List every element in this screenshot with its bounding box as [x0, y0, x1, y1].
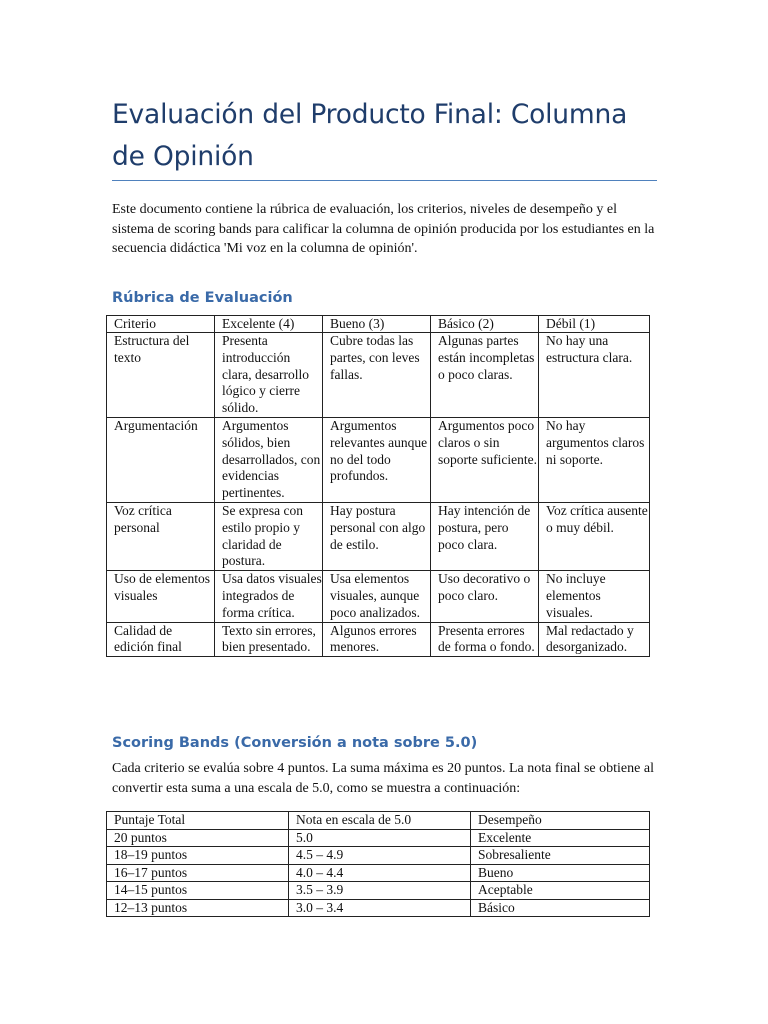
rubric-header-cell: Excelente (4) — [215, 316, 323, 333]
scoring-row — [107, 882, 650, 900]
scoring-cell: 4.5 – 4.9 — [289, 847, 471, 865]
scoring-header-row — [107, 812, 650, 830]
rubric-table — [106, 315, 650, 657]
scoring-cell: 5.0 — [289, 829, 471, 847]
scoring-table — [106, 811, 650, 917]
scoring-row — [107, 847, 650, 865]
rubric-row — [107, 502, 650, 570]
scoring-cell: 18–19 puntos — [107, 847, 289, 865]
scoring-cell: 20 puntos — [107, 829, 289, 847]
rubric-row — [107, 622, 650, 657]
scoring-cell: Excelente — [471, 829, 650, 847]
rubric-row — [107, 417, 650, 502]
rubric-cell: Presenta introducción clara, desarrollo lógico y cierre sólido. — [215, 333, 323, 418]
scoring-heading: Scoring Bands (Conversión a nota sobre 5.0) — [112, 735, 478, 751]
rubric-cell: Presenta errores de forma o fondo. — [431, 622, 539, 657]
rubric-cell: No hay una estructura clara. — [539, 333, 650, 418]
rubric-cell: Algunas partes están incompletas o poco claras. — [431, 333, 539, 418]
rubric-cell: Usa elementos visuales, aunque poco analizados. — [323, 571, 431, 622]
rubric-cell: Argumentos relevantes aunque no del todo profundos. — [323, 417, 431, 502]
scoring-cell: Sobresaliente — [471, 847, 650, 865]
rubric-cell: No hay argumentos claros ni soporte. — [539, 417, 650, 502]
rubric-cell: Usa datos visuales integrados de forma crítica. — [215, 571, 323, 622]
rubric-cell: Estructura del texto — [107, 333, 215, 418]
rubric-row — [107, 333, 650, 418]
rubric-header-cell: Débil (1) — [539, 316, 650, 333]
scoring-description: Cada criterio se evalúa sobre 4 puntos. La suma máxima es 20 puntos. La nota final se obtiene al convertir esta suma a una escala de 5.0, como se muestra a continuación: — [112, 761, 654, 796]
scoring-row — [107, 829, 650, 847]
rubric-cell: Hay intención de postura, pero poco clara. — [431, 502, 539, 570]
scoring-cell: 3.5 – 3.9 — [289, 882, 471, 900]
rubric-header-cell: Bueno (3) — [323, 316, 431, 333]
scoring-header-cell: Desempeño — [471, 812, 650, 830]
scoring-row — [107, 864, 650, 882]
rubric-cell: Algunos errores menores. — [323, 622, 431, 657]
rubric-cell: Hay postura personal con algo de estilo. — [323, 502, 431, 570]
rubric-cell: Voz crítica personal — [107, 502, 215, 570]
title-underline — [112, 180, 657, 181]
document-title: Evaluación del Producto Final: Columna de Opinión — [112, 99, 628, 172]
rubric-cell: Argumentos sólidos, bien desarrollados, con evidencias pertinentes. — [215, 417, 323, 502]
rubric-cell: No incluye elementos visuales. — [539, 571, 650, 622]
rubric-header-cell: Básico (2) — [431, 316, 539, 333]
rubric-cell: Se expresa con estilo propio y claridad de postura. — [215, 502, 323, 570]
scoring-cell: Bueno — [471, 864, 650, 882]
rubric-cell: Cubre todas las partes, con leves fallas. — [323, 333, 431, 418]
rubric-cell: Texto sin errores, bien presentado. — [215, 622, 323, 657]
scoring-cell: 16–17 puntos — [107, 864, 289, 882]
rubric-header-row — [107, 316, 650, 333]
intro-paragraph: Este documento contiene la rúbrica de evaluación, los criterios, niveles de desempeño y el sistema de scoring bands para calificar la columna de opinión producida por los estudiantes en la secuencia didáctica 'Mi voz en la columna de opinión'. — [112, 202, 655, 256]
rubric-cell: Mal redactado y desorganizado. — [539, 622, 650, 657]
scoring-cell: Aceptable — [471, 882, 650, 900]
scoring-cell: 3.0 – 3.4 — [289, 899, 471, 917]
rubric-row — [107, 571, 650, 622]
rubric-cell: Uso de elementos visuales — [107, 571, 215, 622]
rubric-cell: Argumentos poco claros o sin soporte suficiente. — [431, 417, 539, 502]
rubric-cell: Voz crítica ausente o muy débil. — [539, 502, 650, 570]
scoring-cell: 12–13 puntos — [107, 899, 289, 917]
scoring-cell: Básico — [471, 899, 650, 917]
scoring-row — [107, 899, 650, 917]
rubric-header-cell: Criterio — [107, 316, 215, 333]
scoring-header-cell: Nota en escala de 5.0 — [289, 812, 471, 830]
scoring-cell: 4.0 – 4.4 — [289, 864, 471, 882]
scoring-header-cell: Puntaje Total — [107, 812, 289, 830]
rubric-heading: Rúbrica de Evaluación — [112, 290, 293, 306]
rubric-cell: Uso decorativo o poco claro. — [431, 571, 539, 622]
rubric-cell: Argumentación — [107, 417, 215, 502]
rubric-cell: Calidad de edición final — [107, 622, 215, 657]
scoring-cell: 14–15 puntos — [107, 882, 289, 900]
